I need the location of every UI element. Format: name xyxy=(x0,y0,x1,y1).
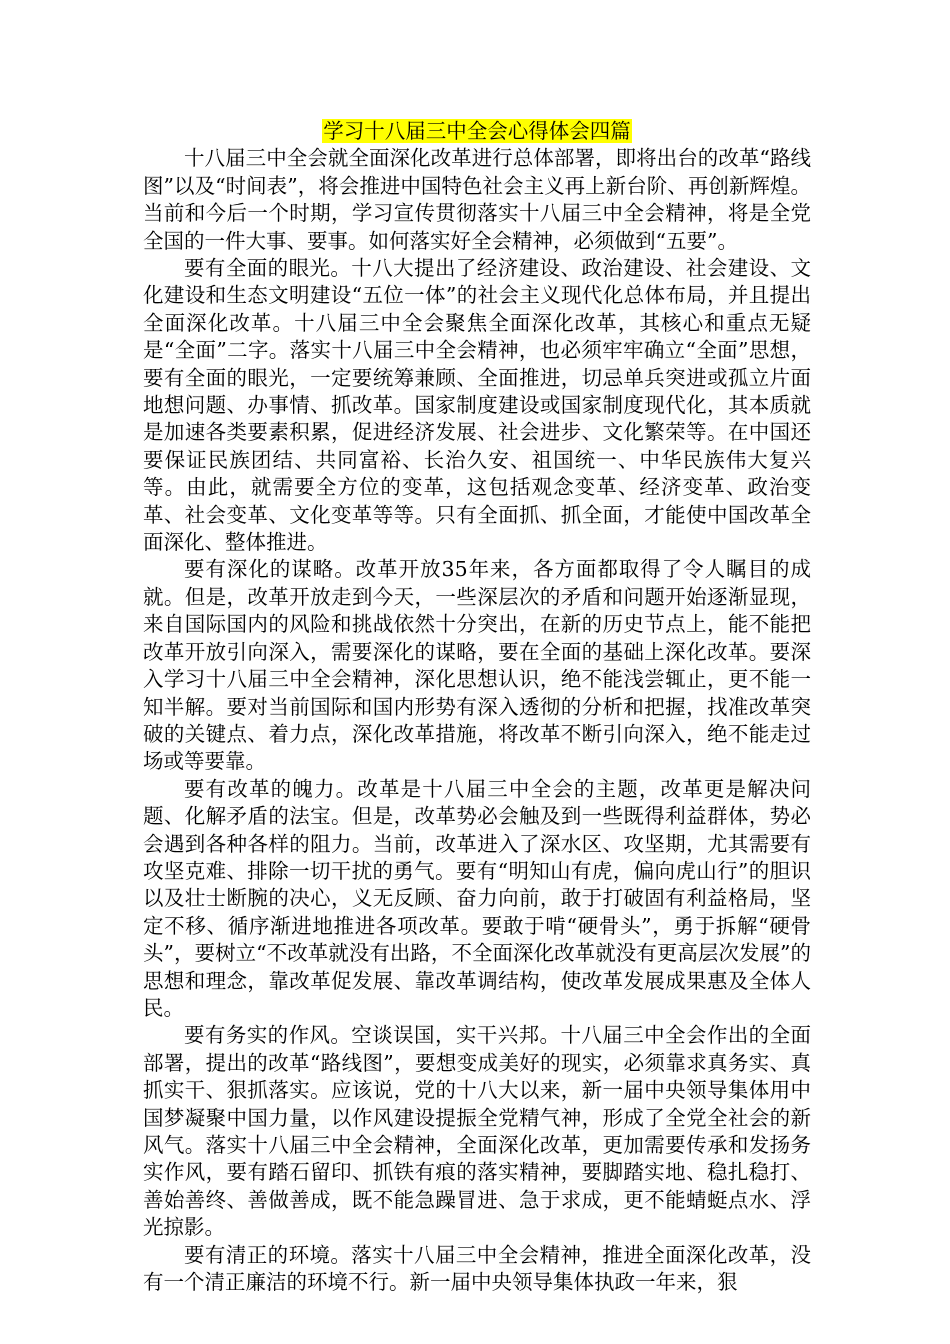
paragraph-intro: 十八届三中全会就全面深化改革进行总体部署，即将出台的改革“路线图”以及“时间表”，将会推进中国特色社会主义再上新台阶、再创新辉煌。当前和今后一个时期，学习宣传贯彻落实十八届三中全会精神，将是全党全国的一件大事、要事。如何落实好全会精神，必须做到“五要”。 xyxy=(143,146,811,253)
title-row xyxy=(143,118,811,145)
paragraph-pragmatic-style: 要有务实的作风。空谈误国，实干兴邦。十八届三中全会作出的全面部署，提出的改革“路线图”，要想变成美好的现实，必须靠求真务实、真抓实干、狠抓落实。应该说，党的十八大以来，新一届中央领导集体用中国梦凝聚中国力量，以作风建设提振全党精气神，形成了全党全社会的新风气。落实十八届三中全会精神，全面深化改革，更加需要传承和发扬务实作风，要有踏石留印、抓铁有痕的落实精神，要脚踏实地、稳扎稳打、善始善终、善做善成，既不能急躁冒进、急于求成，更不能蜻蜓点水、浮光掠影。 xyxy=(143,1023,811,1240)
paragraph-clean-environment: 要有清正的环境。落实十八届三中全会精神，推进全面深化改革，没有一个清正廉洁的环境不行。新一届中央领导集体执政一年来，狠 xyxy=(143,1242,811,1295)
document-title: 学习十八届三中全会心得体会四篇 xyxy=(323,119,631,143)
paragraph-deepening-strategy: 要有深化的谋略。改革开放35年来，各方面都取得了令人瞩目的成就。但是，改革开放走到今天，一些深层次的矛盾和问题开始逐渐显现，来自国际国内的风险和挑战依然十分突出，在新的历史节点上，能不能把改革开放引向深入，需要深化的谋略，要在全面的基础上深化改革。要深入学习十八届三中全会精神，深化思想认识，绝不能浅尝辄止，更不能一知半解。要对当前国际和国内形势有深入透彻的分析和把握，找准改革突破的关键点、着力点，深化改革措施，将改革不断引向深入，绝不能走过场或等要靠。 xyxy=(143,557,811,774)
document-page xyxy=(143,118,811,1296)
paragraph-comprehensive-vision: 要有全面的眼光。十八大提出了经济建设、政治建设、社会建设、文化建设和生态文明建设“五位一体”的社会主义现代化总体布局，并且提出全面深化改革。十八届三中全会聚焦全面深化改革，其核心和重点无疑是“全面”二字。落实十八届三中全会精神，也必须牢牢确立“全面”思想，要有全面的眼光，一定要统筹兼顾、全面推进，切忌单兵突进或孤立片面地想问题、办事情、抓改革。国家制度建设或国家制度现代化，其本质就是加速各类要素积累，促进经济发展、社会进步、文化繁荣等。在中国还要保证民族团结、共同富裕、长治久安、祖国统一、中华民族伟大复兴等。由此，就需要全方位的变革，这包括观念变革、经济变革、政治变革、社会变革、文化变革等等。只有全面抓、抓全面，才能使中国改革全面深化、整体推进。 xyxy=(143,256,811,555)
paragraph-reform-courage: 要有改革的魄力。改革是十八届三中全会的主题，改革更是解决问题、化解矛盾的法宝。但是，改革势必会触及到一些既得利益群体，势必会遇到各种各样的阻力。当前，改革进入了深水区、攻坚期，尤其需要有攻坚克难、排除一切干扰的勇气。要有“明知山有虎，偏向虎山行”的胆识以及壮士断腕的决心，义无反顾、奋力向前，敢于打破固有利益格局，坚定不移、循序渐进地推进各项改革。要敢于啃“硬骨头”，勇于拆解“硬骨头”，要树立“不改革就没有出路，不全面深化改革就没有更高层次发展”的思想和理念，靠改革促发展、靠改革调结构，使改革发展成果惠及全体人民。 xyxy=(143,776,811,1020)
